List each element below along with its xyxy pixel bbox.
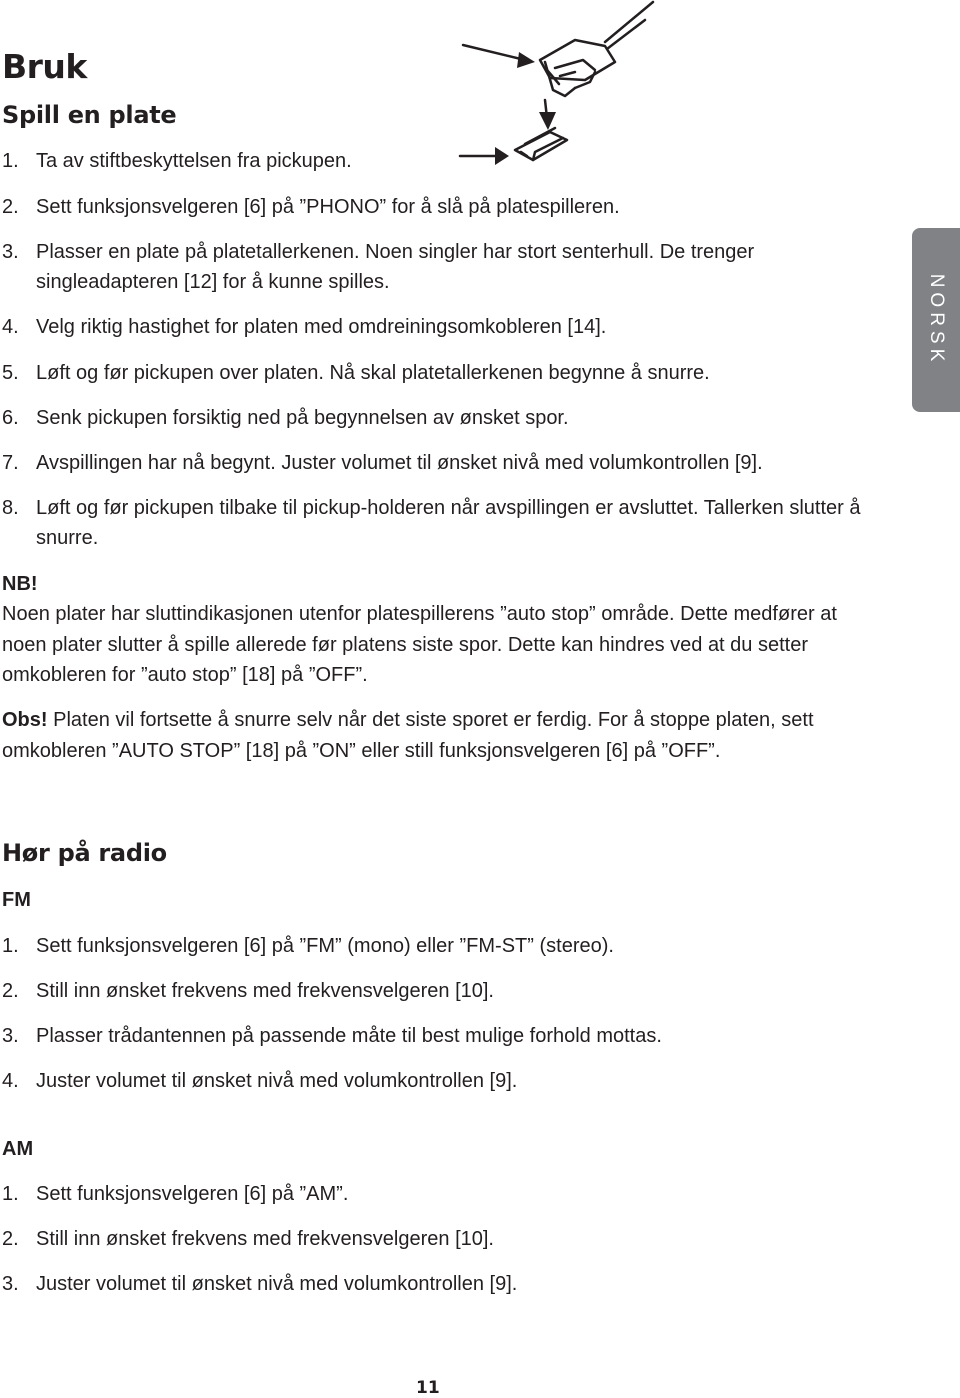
step-text: Plasser trådantennen på passende måte til best mulige forhold mottas.	[36, 1025, 662, 1047]
list-item	[2, 1224, 862, 1254]
step-text: Still inn ønsket frekvens med frekvensvelgeren [10].	[36, 980, 494, 1002]
list-item	[2, 1021, 862, 1051]
step-number: 2.	[2, 1228, 19, 1250]
step-text: Løft og før pickupen over platen. Nå skal platetallerkenen begynne å snurre.	[36, 362, 710, 384]
step-text: Still inn ønsket frekvens med frekvensvelgeren [10].	[36, 1228, 494, 1250]
obs-label: Obs!	[2, 709, 48, 731]
language-tab-label: NORSK	[926, 273, 947, 367]
list-item	[2, 493, 862, 553]
list-item	[2, 312, 862, 342]
list-item	[2, 1179, 862, 1209]
list-item	[2, 358, 862, 388]
step-text: Senk pickupen forsiktig ned på begynnelsen av ønsket spor.	[36, 407, 569, 429]
step-number: 6.	[2, 407, 19, 429]
step-number: 4.	[2, 316, 19, 338]
am-label: AM	[2, 1138, 34, 1160]
fm-label: FM	[2, 889, 31, 911]
step-text: Velg riktig hastighet for platen med omdreiningsomkobleren [14].	[36, 316, 607, 338]
nb-paragraph: Noen plater har sluttindikasjonen utenfor platespillerens ”auto stop” område. Dette medfører at noen plater slutter å spille allerede før platens siste spor. Dette kan hindres ved at du setter omkobleren for ”auto stop” [18] på ”OFF”.	[2, 603, 837, 686]
obs-paragraph	[2, 705, 852, 766]
step-number: 3.	[2, 241, 19, 263]
step-text: Plasser en plate på platetallerkenen. Noen singler har stort senterhull. De trenger singleadapteren [12] for å kunne spilles.	[36, 241, 755, 293]
step-number: 1.	[2, 150, 19, 172]
list-item	[2, 1269, 862, 1299]
page-title: Bruk	[2, 47, 87, 86]
step-text: Avspillingen har nå begynt. Juster volumet til ønsket nivå med volumkontrollen [9].	[36, 452, 763, 474]
step-number: 3.	[2, 1273, 19, 1295]
list-item	[2, 192, 862, 222]
step-number: 4.	[2, 1070, 19, 1092]
step-number: 8.	[2, 497, 19, 519]
step-text: Sett funksjonsvelgeren [6] på ”PHONO” for å slå på platespilleren.	[36, 196, 620, 218]
list-item	[2, 146, 862, 176]
step-text: Løft og før pickupen tilbake til pickup-holderen når avspillingen er avsluttet. Tallerken slutter å snurre.	[36, 497, 861, 549]
language-side-tab	[912, 228, 960, 412]
obs-text: Platen vil fortsette å snurre selv når det siste sporet er ferdig. For å stoppe platen, sett omkobleren ”AUTO STOP” [18] på ”ON” eller still funksjonsvelgeren [6] på ”OFF”.	[2, 709, 814, 762]
step-number: 3.	[2, 1025, 19, 1047]
section-heading-radio: Hør på radio	[2, 839, 167, 867]
nb-label: NB!	[2, 573, 38, 595]
step-text: Juster volumet til ønsket nivå med volumkontrollen [9].	[36, 1070, 518, 1092]
step-text: Sett funksjonsvelgeren [6] på ”FM” (mono) eller ”FM-ST” (stereo).	[36, 935, 614, 957]
list-item	[2, 931, 862, 961]
section-heading-play-record: Spill en plate	[2, 101, 177, 129]
list-item	[2, 448, 862, 478]
step-text: Juster volumet til ønsket nivå med volumkontrollen [9].	[36, 1273, 518, 1295]
step-number: 2.	[2, 980, 19, 1002]
step-number: 2.	[2, 196, 19, 218]
page-number: 11	[416, 1378, 440, 1398]
list-item	[2, 1066, 862, 1096]
list-item	[2, 976, 862, 1006]
step-number: 1.	[2, 935, 19, 957]
step-text: Sett funksjonsvelgeren [6] på ”AM”.	[36, 1183, 349, 1205]
step-number: 1.	[2, 1183, 19, 1205]
list-item	[2, 403, 862, 433]
step-number: 7.	[2, 452, 19, 474]
step-text: Ta av stiftbeskyttelsen fra pickupen.	[36, 150, 352, 172]
list-item	[2, 237, 802, 297]
stylus-illustration	[455, 0, 660, 170]
step-number: 5.	[2, 362, 19, 384]
